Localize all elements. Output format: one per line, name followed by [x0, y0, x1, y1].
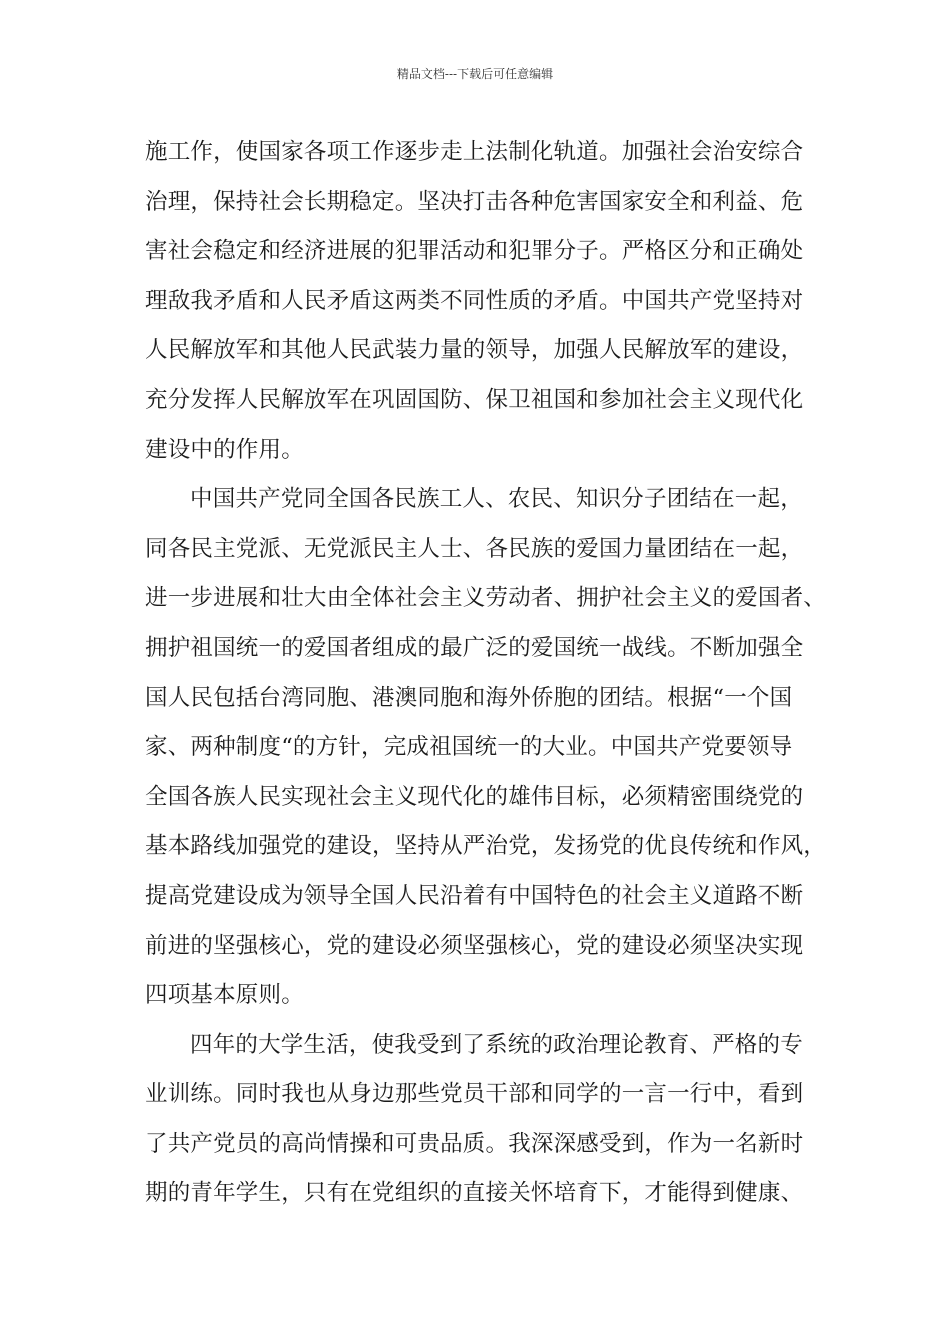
text-line: 人民解放军和其他人民武装力量的领导，加强人民解放军的建设，: [145, 337, 804, 364]
text-line: 期的青年学生，只有在党组织的直接关怀培育下，才能得到健康、: [145, 1180, 804, 1207]
text-line: 国人民包括台湾同胞、港澳同胞和海外侨胞的团结。根据“一个国: [145, 684, 793, 711]
text-line: 建设中的作用。: [145, 436, 304, 463]
text-line: 业训练。同时我也从身边那些党员干部和同学的一言一行中，看到: [145, 1081, 804, 1108]
text-line: 进一步进展和壮大由全体社会主义劳动者、拥护社会主义的爱国者、: [145, 585, 827, 612]
text-line: 拥护祖国统一的爱国者组成的最广泛的爱国统一战线。不断加强全: [145, 634, 804, 661]
text-line: 充分发挥人民解放军在巩固国防、保卫祖国和参加社会主义现代化: [145, 386, 804, 413]
text-line: 中国共产党同全国各民族工人、农民、知识分子团结在一起，: [190, 486, 803, 513]
text-line: 四年的大学生活，使我受到了系统的政治理论教育、严格的专: [190, 1031, 803, 1058]
text-line: 了共产党员的高尚情操和可贵品质。我深深感受到，作为一名新时: [145, 1130, 804, 1157]
text-line: 害社会稳定和经济进展的犯罪活动和犯罪分子。严格区分和正确处: [145, 238, 804, 265]
document-body: [145, 128, 827, 1219]
text-line: 全国各族人民实现社会主义现代化的雄伟目标，必须精密围绕党的: [145, 783, 804, 810]
text-line: 理敌我矛盾和人民矛盾这两类不同性质的矛盾。中国共产党坚持对: [145, 287, 804, 314]
text-line: 家、两种制度“的方针，完成祖国统一的大业。中国共产党要领导: [145, 734, 793, 761]
text-line: 基本路线加强党的建设，坚持从严治党，发扬党的优良传统和作风，: [145, 833, 827, 860]
paragraph: [145, 475, 827, 1021]
text-line: 前进的坚强核心，党的建设必须坚强核心，党的建设必须坚决实现: [145, 932, 804, 959]
text-line: 同各民主党派、无党派民主人士、各民族的爱国力量团结在一起，: [145, 535, 804, 562]
text-line: 治理，保持社会长期稳定。坚决打击各种危害国家安全和利益、危: [145, 188, 804, 215]
text-line: 提高党建设成为领导全国人民沿着有中国特色的社会主义道路不断: [145, 882, 804, 909]
paragraph: [145, 128, 805, 475]
page-header: 精品文档---下载后可任意编辑: [396, 67, 554, 81]
paragraph: [145, 1021, 805, 1219]
text-line: 施工作，使国家各项工作逐步走上法制化轨道。加强社会治安综合: [145, 139, 804, 165]
text-line: 四项基本原则。: [145, 982, 304, 1009]
